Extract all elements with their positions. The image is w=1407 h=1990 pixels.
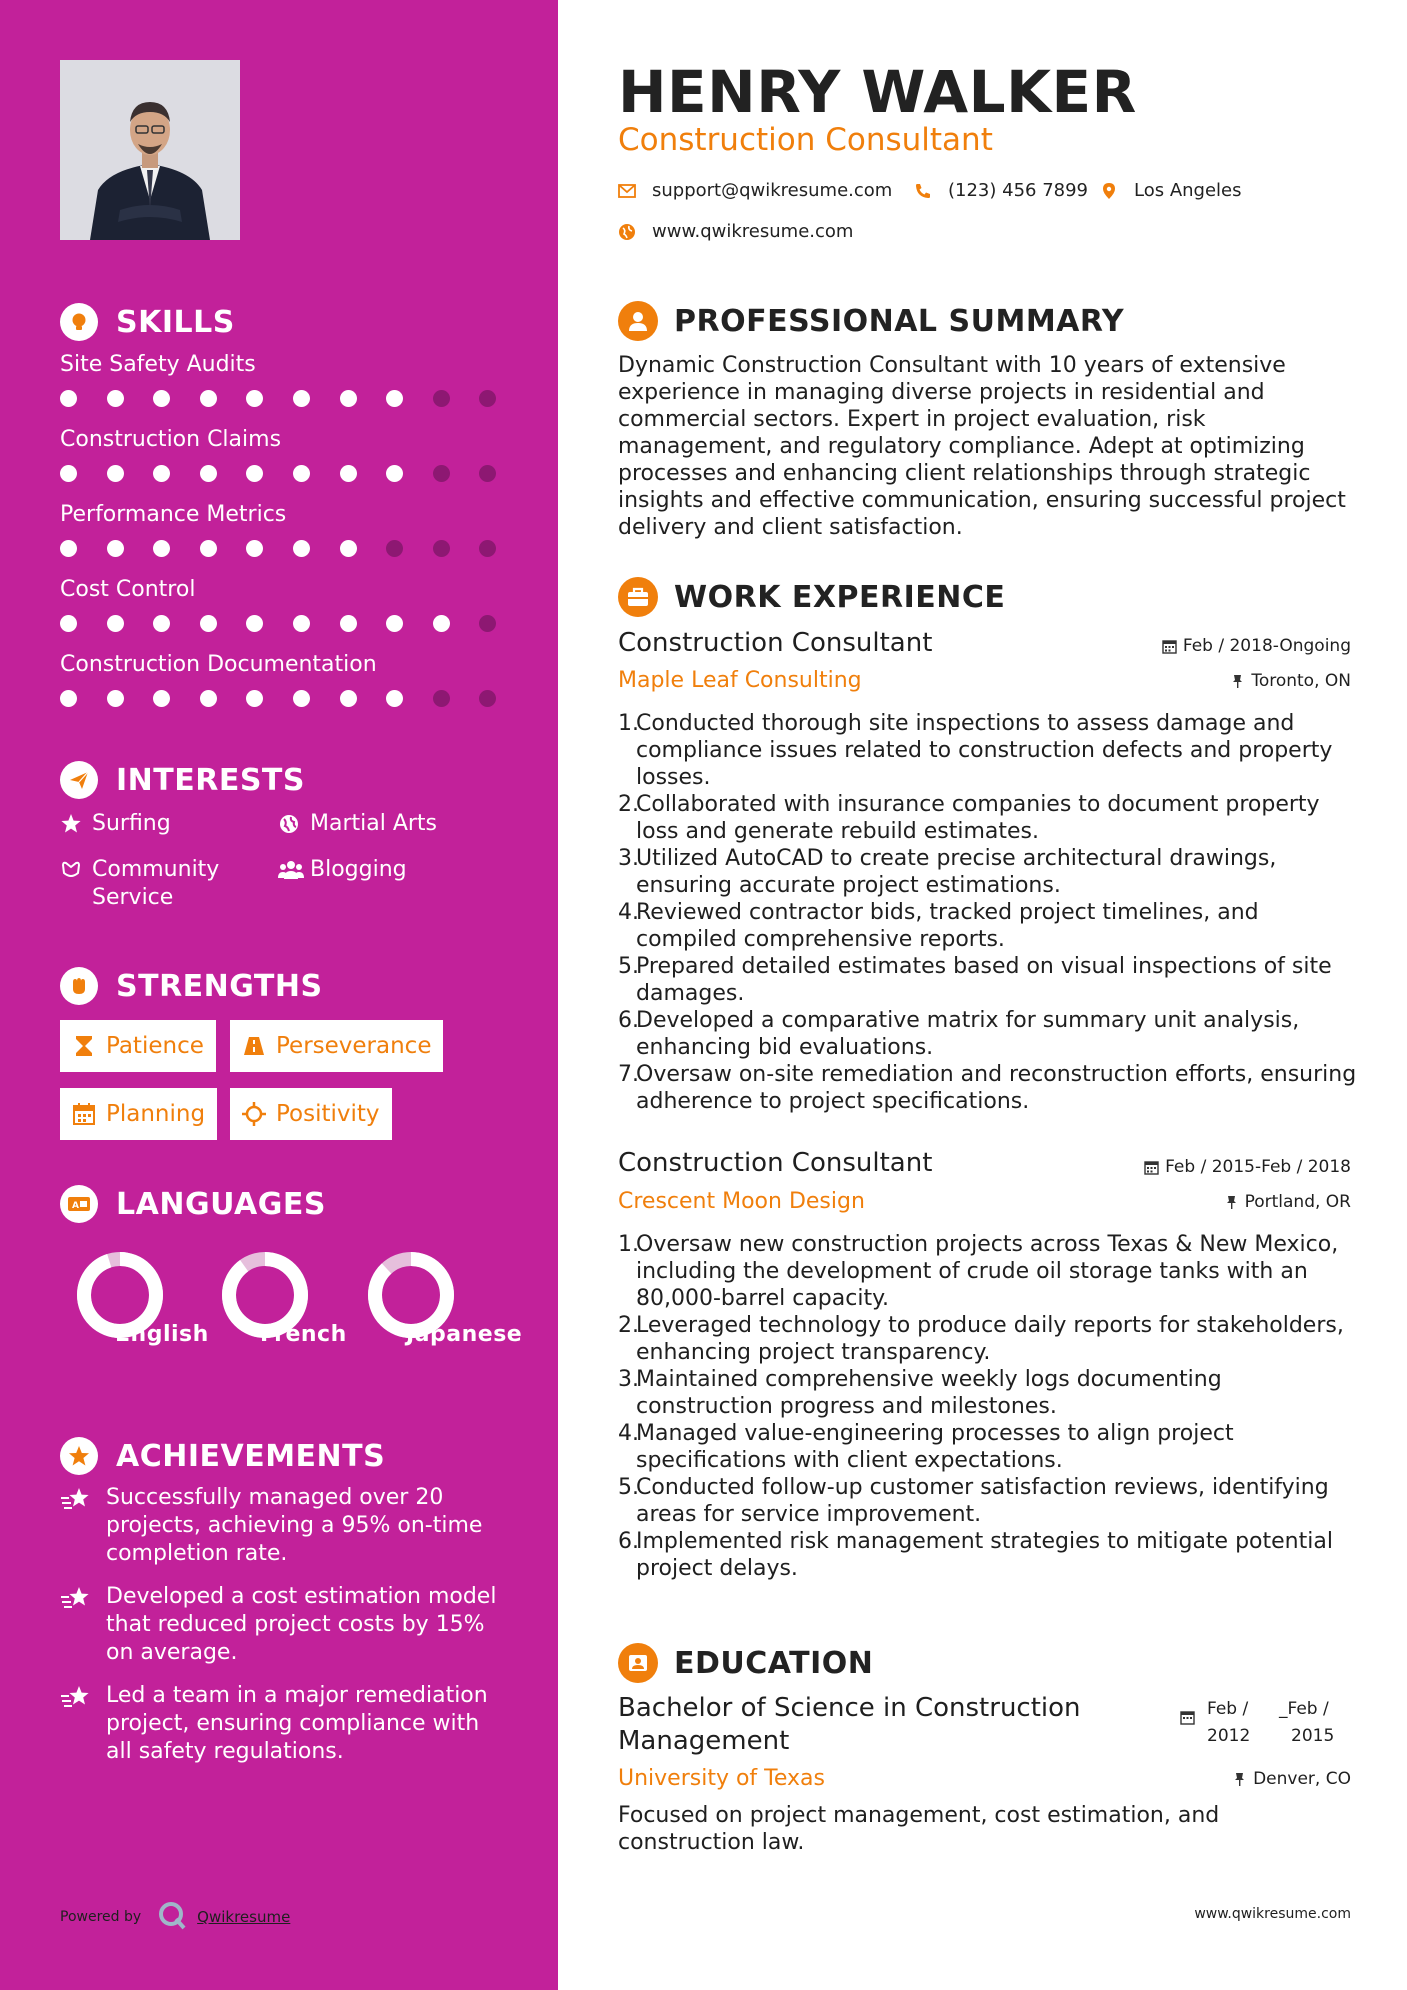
rating-dot-filled (153, 615, 170, 632)
rating-dot-filled (60, 615, 77, 632)
powered-by-footer (60, 1900, 290, 1934)
phone-icon (914, 182, 932, 200)
rating-dot-empty (479, 615, 496, 632)
strengths-heading-text: STRENGTHS (116, 968, 323, 1004)
skill-rating (60, 465, 526, 482)
bullet-number: 2. (618, 1313, 639, 1338)
skill-rating (60, 690, 526, 707)
skill-label: Site Safety Audits (60, 352, 256, 377)
job-bullet (618, 899, 1364, 953)
rating-dot-filled (340, 390, 357, 407)
bullet-text: Leveraged technology to produce daily reports for stakeholders, enhancing project transparency. (636, 1313, 1344, 1365)
job-bullet (618, 1366, 1364, 1420)
rating-dot-filled (246, 465, 263, 482)
rating-dot-filled (246, 615, 263, 632)
road-icon (242, 1034, 266, 1058)
contact-website (618, 221, 853, 242)
shooting-star-icon (60, 1684, 92, 1712)
pushpin-icon (1232, 1772, 1247, 1787)
rating-dot-filled (107, 615, 124, 632)
summary-heading: PROFESSIONAL SUMMARY (618, 300, 1124, 342)
phone-link[interactable]: (123) 456 7899 (948, 180, 1089, 201)
achievement-item (60, 1682, 500, 1766)
skill-label: Performance Metrics (60, 502, 287, 527)
rating-dot-filled (386, 615, 403, 632)
bullet-number: 6. (618, 1529, 639, 1554)
job-bullet (618, 845, 1364, 899)
bullet-number: 3. (618, 846, 639, 871)
shooting-star-icon (60, 1585, 92, 1613)
shooting-star-icon (60, 1486, 92, 1514)
job-bullet (618, 1528, 1364, 1582)
strength-chip: Positivity (230, 1088, 392, 1140)
rating-dot-filled (107, 465, 124, 482)
rating-dot-filled (340, 540, 357, 557)
skill-label: Construction Claims (60, 427, 282, 452)
language-label: French (260, 1322, 347, 1347)
rating-dot-filled (153, 690, 170, 707)
languages-heading-text: LANGUAGES (116, 1186, 326, 1222)
rating-dot-filled (200, 690, 217, 707)
rating-dot-filled (60, 690, 77, 707)
rating-dot-filled (200, 615, 217, 632)
star-badge-icon (60, 1437, 98, 1475)
rating-dot-filled (153, 465, 170, 482)
bullet-number: 4. (618, 1421, 639, 1446)
bullet-text: Reviewed contractor bids, tracked project timelines, and compiled comprehensive reports. (636, 900, 1259, 952)
rating-dot-empty (386, 540, 403, 557)
rating-dot-filled (293, 390, 310, 407)
bullet-text: Oversaw on-site remediation and reconstruction efforts, ensuring adherence to project specifications. (636, 1062, 1357, 1114)
calendar-icon (1162, 639, 1177, 654)
rating-dot-filled (293, 615, 310, 632)
skill-label: Construction Documentation (60, 652, 377, 677)
languages-heading (60, 1184, 326, 1224)
powered-by-text: Powered by (60, 1909, 142, 1925)
briefcase-icon (618, 577, 658, 617)
bullet-text: Conducted thorough site inspections to assess damage and compliance issues related to construction defects and property losses. (636, 711, 1333, 790)
education-heading: EDUCATION (618, 1642, 873, 1684)
rating-dot-filled (433, 615, 450, 632)
job-bullet (618, 1420, 1364, 1474)
candidate-title: Construction Consultant (618, 122, 993, 158)
skill-rating (60, 615, 526, 632)
interest-item: Martial Arts (278, 810, 437, 838)
achievement-text: Led a team in a major remediation project, ensuring compliance with all safety regulations. (106, 1683, 488, 1764)
interests-heading-text: INTERESTS (116, 762, 305, 798)
bullet-text: Oversaw new construction projects across Texas & New Mexico, including the development of crude oil storage tanks with an 80,000-barrel capacity. (636, 1232, 1339, 1311)
job-location: Portland, OR (1224, 1192, 1351, 1212)
graduation-icon (618, 1643, 658, 1683)
achievement-item (60, 1583, 500, 1667)
strength-chip: Planning (60, 1088, 217, 1140)
bullet-text: Developed a comparative matrix for summary unit analysis, enhancing bid evaluations. (636, 1008, 1300, 1060)
heart-hands-icon (60, 859, 82, 881)
bullet-text: Utilized AutoCAD to create precise architectural drawings, ensuring accurate project estimations. (636, 846, 1277, 898)
rating-dot-filled (293, 540, 310, 557)
qwikresume-logo-icon (157, 1900, 187, 1934)
rating-dot-filled (60, 540, 77, 557)
envelope-icon (618, 182, 636, 200)
rating-dot-filled (246, 690, 263, 707)
pushpin-icon (1224, 1195, 1239, 1210)
skill-label: Cost Control (60, 577, 196, 602)
bullet-text: Collaborated with insurance companies to document property loss and generate rebuild estimates. (636, 792, 1320, 844)
rating-dot-filled (60, 390, 77, 407)
interests-heading (60, 760, 305, 800)
bullet-text: Implemented risk management strategies to mitigate potential project delays. (636, 1529, 1333, 1581)
job-bullet (618, 1474, 1364, 1528)
job-dates: Feb / 2015-Feb / 2018 (1144, 1157, 1351, 1177)
main-content (558, 0, 1407, 1990)
rating-dot-empty (433, 540, 450, 557)
rating-dot-filled (386, 690, 403, 707)
paper-plane-icon (60, 761, 98, 799)
job-title: Construction Consultant (618, 1148, 933, 1178)
email-link[interactable]: support@qwikresume.com (652, 180, 893, 201)
rating-dot-filled (107, 390, 124, 407)
rating-dot-empty (433, 390, 450, 407)
rating-dot-empty (433, 465, 450, 482)
bullet-number: 1. (618, 711, 639, 736)
bullet-number: 5. (618, 1475, 639, 1500)
contact-phone (914, 180, 1088, 201)
skills-heading-text: SKILLS (116, 304, 235, 340)
job-bullet (618, 710, 1364, 791)
interest-item: Surfing (60, 810, 171, 838)
sidebar (0, 0, 558, 1990)
rating-dot-filled (200, 540, 217, 557)
fist-icon (60, 967, 98, 1005)
achievement-text: Developed a cost estimation model that reduced project costs by 15% on average. (106, 1584, 497, 1665)
language-ring-fill (84, 1259, 156, 1331)
rating-dot-filled (340, 465, 357, 482)
school-name: University of Texas (618, 1766, 825, 1791)
contact-location: Los Angeles (1100, 180, 1242, 201)
rating-dot-empty (479, 540, 496, 557)
bullet-number: 6. (618, 1008, 639, 1033)
bullet-text: Maintained comprehensive weekly logs documenting construction progress and milestones. (636, 1367, 1222, 1419)
summary-text: Dynamic Construction Consultant with 10 years of extensive experience in managing diverse projects in residential and commercial sectors. Expert in project evaluation, risk management, and regulatory compliance. Adept at optimizing processes and enhancing client relationships through strategic insights and effective communication, ensuring successful project delivery and client satisfaction. (618, 353, 1346, 540)
bullet-text: Conducted follow-up customer satisfaction reviews, identifying areas for service improvement. (636, 1475, 1329, 1527)
strength-chip: Perseverance (230, 1020, 443, 1072)
language-ring-fill (229, 1259, 301, 1331)
bullet-number: 2. (618, 792, 639, 817)
svg-text:A: A (72, 1201, 80, 1211)
job-bullet (618, 1231, 1364, 1312)
strength-chip: Patience (60, 1020, 216, 1072)
job-bullet (618, 953, 1364, 1007)
rating-dot-filled (60, 465, 77, 482)
profile-photo (60, 60, 240, 240)
bullet-number: 5. (618, 954, 639, 979)
job-company: Maple Leaf Consulting (618, 668, 862, 693)
bullet-number: 3. (618, 1367, 639, 1392)
education-location: Denver, CO (1232, 1769, 1351, 1789)
calendar-icon (1144, 1160, 1159, 1175)
job-title: Construction Consultant (618, 628, 933, 658)
degree-title: Bachelor of Science in Construction Management (618, 1693, 1081, 1756)
bullet-number: 4. (618, 900, 639, 925)
education-start-date: Feb / 2012 (1207, 1699, 1251, 1746)
rating-dot-filled (200, 465, 217, 482)
user-icon (618, 301, 658, 341)
strengths-heading (60, 966, 323, 1006)
achievements-heading-text: ACHIEVEMENTS (116, 1438, 386, 1474)
language-ring-fill (375, 1259, 447, 1331)
bullet-number: 7. (618, 1062, 639, 1087)
language-label: English (115, 1322, 209, 1347)
rating-dot-filled (200, 390, 217, 407)
interest-item: Blogging (278, 856, 407, 884)
skill-rating (60, 390, 526, 407)
hourglass-icon (72, 1034, 96, 1058)
job-bullet (618, 1061, 1364, 1115)
achievements-heading (60, 1436, 385, 1476)
rating-dot-filled (246, 390, 263, 407)
language-item (346, 1250, 523, 1347)
globe-icon (618, 223, 636, 241)
qwikresume-link[interactable]: Qwikresume (197, 1908, 291, 1926)
job-bullet (618, 1312, 1364, 1366)
education-text: Focused on project management, cost estimation, and construction law. (618, 1803, 1220, 1855)
lightbulb-icon (60, 303, 98, 341)
education-end-date: _Feb / 2015 (1279, 1699, 1335, 1746)
map-pin-icon (1100, 182, 1118, 200)
rating-dot-filled (386, 390, 403, 407)
sun-icon (242, 1102, 266, 1126)
website-link[interactable]: www.qwikresume.com (652, 221, 854, 242)
interest-item: Community Service (60, 856, 260, 912)
job-dates: Feb / 2018-Ongoing (1162, 636, 1351, 656)
rating-dot-empty (433, 690, 450, 707)
achievement-text: Successfully managed over 20 projects, achieving a 95% on-time completion rate. (106, 1485, 483, 1566)
job-bullet (618, 1007, 1364, 1061)
calendar-icon (72, 1102, 96, 1126)
achievement-item (60, 1484, 500, 1568)
language-item (200, 1250, 347, 1347)
job-bullets (618, 1231, 1364, 1582)
job-bullets (618, 710, 1364, 1115)
skill-rating (60, 540, 526, 557)
rating-dot-filled (153, 390, 170, 407)
rating-dot-empty (479, 390, 496, 407)
rating-dot-filled (246, 540, 263, 557)
rating-dot-filled (153, 540, 170, 557)
rating-dot-filled (107, 690, 124, 707)
rating-dot-filled (386, 465, 403, 482)
job-company: Crescent Moon Design (618, 1189, 865, 1214)
candidate-name: HENRY WALKER (618, 58, 1137, 126)
bullet-number: 1. (618, 1232, 639, 1257)
rating-dot-filled (340, 690, 357, 707)
users-icon (278, 859, 300, 881)
contact-email (618, 180, 892, 201)
translate-icon (60, 1185, 98, 1223)
footer-website[interactable]: www.qwikresume.com (1194, 1906, 1351, 1922)
rating-dot-filled (293, 690, 310, 707)
rating-dot-filled (107, 540, 124, 557)
rating-dot-empty (479, 690, 496, 707)
rating-dot-filled (340, 615, 357, 632)
language-item (55, 1250, 209, 1347)
globe-icon (278, 813, 300, 835)
language-label: Japanese (406, 1322, 523, 1347)
pushpin-icon (1230, 674, 1245, 689)
rating-dot-filled (293, 465, 310, 482)
star-icon (60, 813, 82, 835)
calendar-icon (1180, 1710, 1195, 1725)
bullet-text: Managed value-engineering processes to align project specifications with client expectations. (636, 1421, 1234, 1473)
job-location: Toronto, ON (1230, 671, 1351, 691)
experience-heading: WORK EXPERIENCE (618, 576, 1005, 618)
job-bullet (618, 791, 1364, 845)
rating-dot-empty (479, 465, 496, 482)
bullet-text: Prepared detailed estimates based on visual inspections of site damages. (636, 954, 1332, 1006)
education-dates (1180, 1696, 1334, 1750)
skills-heading (60, 302, 235, 342)
